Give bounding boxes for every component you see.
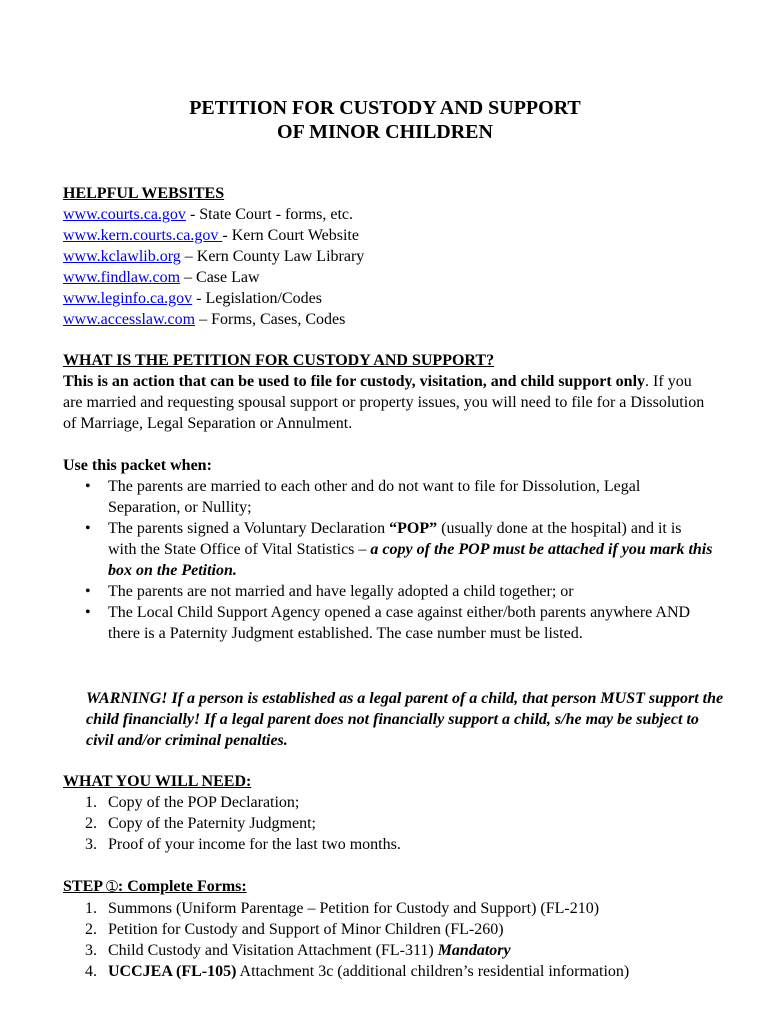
pop-note: a copy of the POP must be attached if you mark this box on the Petition. — [108, 541, 713, 579]
website-desc: - Kern Court Website — [222, 227, 359, 244]
list-item — [63, 940, 713, 961]
page-title — [0, 96, 770, 144]
use-packet-heading: Use this packet when: — [63, 457, 212, 474]
item-text: Attachment 3c (additional children’s residential information) — [236, 963, 630, 980]
circled-one-icon: ➀ — [106, 879, 118, 895]
list-item — [63, 919, 713, 940]
bullet-text: (usually done at the hospital) and it is with the State Office of Vital Statistics – — [108, 520, 682, 558]
item-text: Proof of your income for the last two months. — [108, 836, 401, 853]
item-text: Child Custody and Visitation Attachment (FL-311) — [108, 942, 438, 959]
mandatory-label: Mandatory — [437, 942, 511, 959]
item-number: 2. — [85, 815, 97, 832]
website-link-findlaw[interactable]: www.findlaw.com — [63, 269, 181, 286]
list-item: • The parents are not married and have legally adopted a child together; or — [63, 581, 713, 602]
what-is-bold-text: This is an action that can be used to file for custody, visitation, and child support only — [63, 373, 646, 390]
helpful-websites-section — [63, 183, 713, 330]
website-row — [63, 288, 713, 309]
list-item — [63, 961, 713, 982]
what-you-need-list — [63, 792, 713, 855]
website-link-leginfo[interactable]: www.leginfo.ca.gov — [63, 290, 193, 307]
list-item — [63, 813, 713, 834]
step-title: : Complete Forms: — [117, 878, 247, 895]
website-link-courts[interactable]: www.courts.ca.gov — [63, 206, 186, 223]
item-text: Copy of the POP Declaration; — [108, 794, 300, 811]
what-is-paragraph — [63, 371, 713, 434]
what-you-need-heading: WHAT YOU WILL NEED: — [63, 773, 252, 790]
item-text: Summons (Uniform Parentage – Petition for Custody and Support) (FL-210) — [108, 900, 600, 917]
bullet-text: The parents signed a Voluntary Declaration — [108, 520, 390, 537]
website-link-kclawlib[interactable]: www.kclawlib.org — [63, 248, 181, 265]
website-row — [63, 309, 713, 330]
website-link-kern-courts[interactable]: www.kern.courts.ca.gov — [63, 227, 223, 244]
warning-paragraph: WARNING! If a person is established as a legal parent of a child, that person MUST support the child financially! If a legal parent does not financially support a child, s/he may be subject to civil and/or criminal penalties. — [86, 690, 724, 749]
item-number: 1. — [85, 900, 97, 917]
what-is-heading: WHAT IS THE PETITION FOR CUSTODY AND SUPPORT? — [63, 352, 495, 369]
pop-term: “POP” — [389, 520, 438, 537]
step-one-section — [63, 876, 713, 982]
item-number: 4. — [85, 963, 97, 980]
website-row — [63, 246, 713, 267]
website-desc: – Kern County Law Library — [180, 248, 365, 265]
helpful-websites-heading: HELPFUL WEBSITES — [63, 185, 225, 202]
what-you-need-section — [63, 771, 713, 855]
title-line-2: OF MINOR CHILDREN — [277, 121, 493, 143]
what-is-rest-text: . If you are married and requesting spousal support or property issues, you will need to file for a Dissolution of Marriage, Legal Separation or Annulment. — [63, 373, 705, 432]
list-item — [63, 518, 713, 581]
step-one-heading — [63, 876, 713, 898]
step-label: STEP — [63, 878, 107, 895]
website-row — [63, 267, 713, 288]
website-desc: – Forms, Cases, Codes — [195, 311, 346, 328]
list-item — [63, 898, 713, 919]
item-number: 3. — [85, 942, 97, 959]
website-desc: - Legislation/Codes — [192, 290, 322, 307]
use-packet-section — [63, 455, 713, 644]
list-item — [63, 834, 713, 855]
use-packet-list — [63, 476, 713, 644]
item-number: 1. — [85, 794, 97, 811]
website-desc: – Case Law — [180, 269, 260, 286]
item-number: 2. — [85, 921, 97, 938]
list-item: • The Local Child Support Agency opened a case against either/both parents anywhere AND there is a Paternity Judgment established. The case number must be listed. — [63, 602, 713, 644]
website-row — [63, 204, 713, 225]
step-one-list — [63, 898, 713, 982]
website-desc: - State Court - forms, etc. — [185, 206, 354, 223]
item-text: Petition for Custody and Support of Minor Children (FL-260) — [108, 921, 504, 938]
title-line-1: PETITION FOR CUSTODY AND SUPPORT — [189, 97, 581, 119]
website-link-accesslaw[interactable]: www.accesslaw.com — [63, 311, 196, 328]
website-row — [63, 225, 713, 246]
what-is-section — [63, 350, 713, 434]
list-item: • The parents are married to each other and do not want to file for Dissolution, Legal Separation, or Nullity; — [63, 476, 713, 518]
item-text: Copy of the Paternity Judgment; — [108, 815, 316, 832]
uccjea-form-label: UCCJEA (FL-105) — [108, 963, 237, 980]
item-number: 3. — [85, 836, 97, 853]
list-item — [63, 792, 713, 813]
